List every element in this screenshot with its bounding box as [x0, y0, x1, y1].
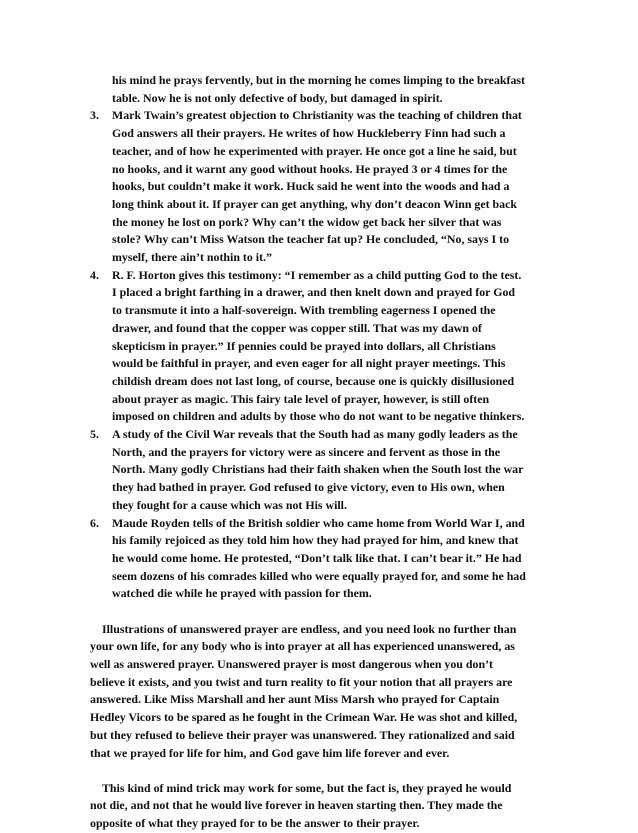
body-paragraph: This kind of mind trick may work for some, but the fact is, they prayed he would not die, and not that he would live forever in heaven starting then. They made the opposite of what they prayed for to be the answer to their prayer. [90, 780, 512, 831]
list-item-number: 3. [90, 108, 99, 123]
list-item-number: 6. [90, 515, 99, 530]
list-item [90, 515, 526, 604]
list-item-text: Mark Twain’s greatest objection to Christianity was the teaching of children that God answers all their prayers. He writes of how Huckleberry Finn had such a teacher, and of how he experimented with prayer. He once got a line he said, but no hooks, and it warnt any good without hooks. He prayed 3 or 4 times for the hooks, but couldn’t make it work. Huck said he went into the woods and had a long think about it. If prayer can get anything, why don’t deacon Winn get back the money he lost on pork? Why can’t the widow get back her silver that was stole? Why can’t Miss Watson the teacher fat up? He concluded, “No, says I to myself, there ain’t nothin to it.” [112, 108, 522, 265]
paragraph-spacer [90, 762, 526, 780]
list-item [90, 107, 526, 266]
body-paragraph: Illustrations of unanswered prayer are endless, and you need look no further than your own life, for any body who is into prayer at all has experienced unanswered, as well as answered prayer. Unanswered prayer is most dangerous when you don’t believe it exists, and you twist and turn reality to fit your notion that all prayers are answered. Like Miss Marshall and her aunt Miss Marsh who prayed for Captain Hedley Vicors to be spared as he fought in the Crimean War. He was shot and killed, but they refused to believe their prayer was unanswered. They rationalized and said that we prayed for life for him, and God gave him life forever and ever. [90, 621, 518, 760]
list-item [90, 426, 526, 515]
list-item-text: Maude Royden tells of the British soldier who came home from World War I, and his family rejoiced as they told him how they had prayed for him, and knew that he would come home. He protested, “Don’t talk like that. I can’t bear it.” He had seem dozens of his comrades killed who were equally prayed for, and some he had watched die while he prayed with passion for them. [112, 515, 526, 601]
continuation-text: his mind he prays fervently, but in the morning he comes limping to the breakfast table. Now he is not only defective of body, but damaged in spirit. [112, 73, 525, 105]
list-item-text: A study of the Civil War reveals that the South had as many godly leaders as the North, and the prayers for victory were as sincere and fervent as those in the North. Many godly Christians had their faith shaken when the South lost the war they had bathed in prayer. God refused to give victory, even to His own, when they fought for a cause which was not His will. [112, 427, 524, 512]
paragraph-spacer [90, 603, 526, 621]
document-page [90, 72, 526, 833]
list-item-number: 5. [90, 427, 99, 442]
list-item-text: R. F. Horton gives this testimony: “I remember as a child putting God to the test. I placed a bright farthing in a drawer, and then knelt down and prayed for God to transmute it into a half-sovereign. With trembling eagerness I opened the drawer, and found that the copper was copper still. That was my dawn of skepticism in prayer.” If pennies could be prayed into dollars, all Christians would be faithful in prayer, and even eager for all night prayer meetings. This childish dream does not last long, of course, because one is quickly disillusioned about prayer as magic. This fairy tale level of prayer, however, is still often imposed on children and adults by those who do not want to be negative thinkers. [112, 267, 525, 424]
list-item [90, 267, 526, 426]
list-item-number: 4. [90, 267, 99, 282]
